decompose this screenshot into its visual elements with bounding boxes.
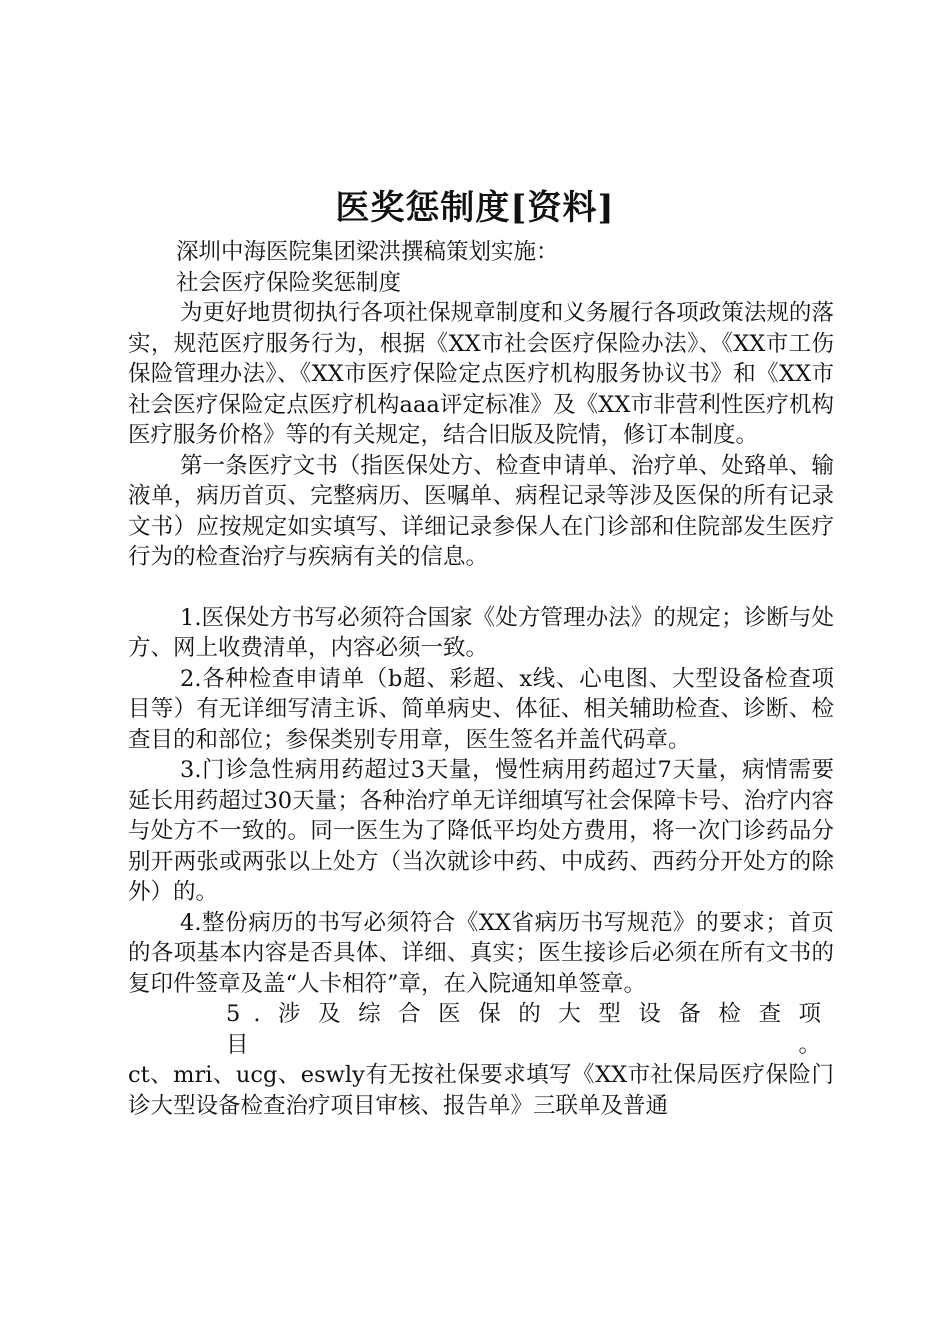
document-body: [128, 237, 834, 1121]
item-2-paragraph: 2.各种检查申请单（b超、彩超、x线、心电图、大型设备检查项目等）有无详细写清主诉、简单病史、体征、相关辅助检查、诊断、检查目的和部位；参保类别专用章，医生签名并盖代码章。: [128, 665, 834, 753]
author-line: 深圳中海医院集团梁洪撰稿策划实施：: [176, 239, 559, 265]
document-subtitle: 社会医疗保险奖惩制度: [176, 269, 402, 296]
item-3-paragraph: 3.门诊急性病用药超过3天量，慢性病用药超过7天量，病情需要延长用药超过30天量；各种治疗单无详细填写社会保障卡号、治疗内容与处方不一致的。同一医生为了降低平均处方费用，将一次门诊药品分别开两张或两张以上处方（当次就诊中药、中成药、西药分开处方的除外）的。: [128, 757, 834, 905]
item-5-heading-line: 5.涉及综合医保的大型设备检查项目。: [226, 1001, 834, 1058]
intro-paragraph: 为更好地贯彻执行各项社保规章制度和义务履行各项政策法规的落实，规范医疗服务行为，根据《XX市社会医疗保险办法》、《XX市工伤保险管理办法》、《XX市医疗保险定点医疗机构服务协议书》和《XX市社会医疗保险定点医疗机构aaa评定标准》及《XX市非营利性医疗机构医疗服务价格》等的有关规定，结合旧版及院情，修订本制度。: [128, 300, 834, 448]
paragraph-spacer: [128, 573, 834, 603]
article-1-paragraph: 第一条医疗文书（指医保处方、检查申请单、治疗单、处臵单、输液单，病历首页、完整病历、医嘱单、病程记录等涉及医保的所有记录文书）应按规定如实填写、详细记录参保人在门诊部和住院部发生医疗行为的检查治疗与疾病有关的信息。: [128, 452, 834, 570]
document-title: 医奖惩制度[资料]: [335, 188, 615, 228]
item-1-paragraph: 1.医保处方书写必须符合国家《处方管理办法》的规定；诊断与处方、网上收费清单，内容必须一致。: [128, 604, 834, 661]
item-5-paragraph: ct、mri、ucg、eswly有无按社保要求填写《XX市社保局医疗保险门诊大型设备检查治疗项目审核、报告单》三联单及普通: [128, 1062, 834, 1119]
item-4-paragraph: 4.整份病历的书写必须符合《XX省病历书写规范》的要求；首页的各项基本内容是否具体、详细、真实；医生接诊后必须在所有文书的复印件签章及盖“人卡相符”章，在入院通知单签章。: [128, 909, 834, 997]
